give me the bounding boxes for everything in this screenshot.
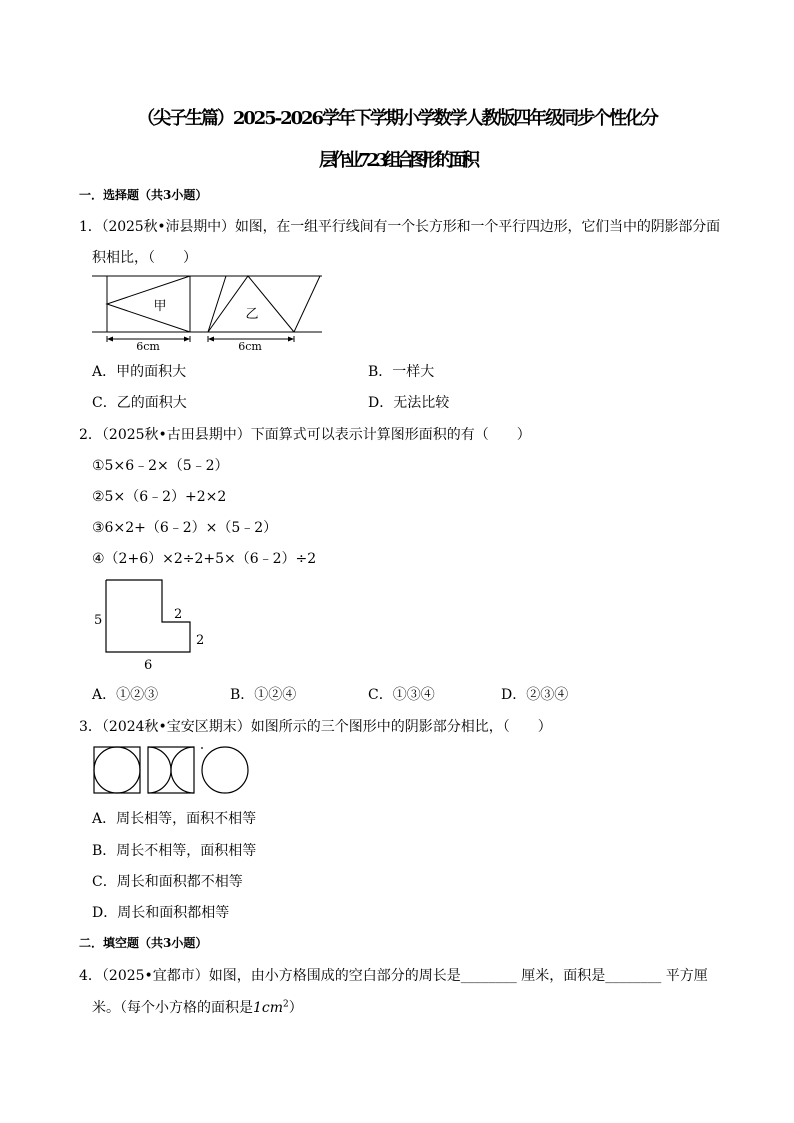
q3-option-a: A．周长相等，面积不相等 (92, 811, 257, 827)
label-jia: 甲 (153, 299, 167, 314)
quarter-circles-star (202, 747, 248, 793)
triangle-jia (107, 276, 190, 332)
q1-option-d: D．无法比较 (368, 395, 450, 411)
q4-unit: 1cm (253, 1000, 284, 1016)
q3-option-d: D．周长和面积都相等 (92, 905, 230, 921)
dim-5: 5 (94, 613, 103, 628)
question-4-stem-line2 (92, 997, 303, 1017)
section-heading-choice: 一．选择题（共3小题） (79, 188, 208, 202)
question-4-stem-line1: 4．（2025•宜都市）如图，由小方格围成的空白部分的周长是________ 厘米，面积是________ 平方厘 (79, 968, 708, 984)
half-circle-right (171, 747, 194, 793)
question-3-figure (92, 745, 252, 797)
dim-left: 6cm (136, 340, 160, 353)
q1-option-c: C．乙的面积大 (92, 395, 187, 411)
rectangle (107, 276, 190, 332)
question-2-figure (90, 576, 220, 674)
q2-formula-4: ④（2+6）×2÷2+5×（6﹣2）÷2 (92, 551, 317, 567)
dim-right: 6cm (238, 340, 262, 353)
q3-option-c: C．周长和面积都不相等 (92, 874, 243, 890)
q2-formula-3: ③6×2+（6﹣2）×（5﹣2） (92, 520, 278, 536)
dim-6: 6 (144, 658, 153, 673)
q4-line2-text: 米。（每个小方格的面积是 (92, 1000, 253, 1016)
q2-option-d: D．②③④ (501, 687, 569, 703)
q4-unit-sup: 2 (283, 999, 289, 1010)
question-3-stem: 3．（2024秋•宝安区期末）如图所示的三个图形中的阴影部分相比，（ ） (79, 719, 552, 735)
triangle-yi (208, 276, 294, 332)
question-1-stem-line2: 积相比，（ ） (92, 250, 197, 266)
dim-2-right: 2 (196, 633, 205, 648)
inscribed-circle (94, 747, 140, 793)
page-title-line1: （尖子生篇）2025-2026学年下学期小学数学人教版四年级同步个性化分 (137, 108, 657, 129)
q2-formula-2: ②5×（6﹣2）+2×2 (92, 489, 227, 505)
question-2-stem: 2．（2025秋•古田县期中）下面算式可以表示计算图形面积的有（ ） (79, 427, 531, 443)
q2-option-a: A．①②③ (92, 687, 159, 703)
label-yi: 乙 (245, 307, 259, 322)
dim-2-inner: 2 (174, 607, 183, 622)
q3-option-b: B．周长不相等，面积相等 (92, 843, 257, 859)
question-1-figure (90, 270, 330, 355)
q2-option-c: C．①③④ (368, 687, 435, 703)
q2-option-b: B．①②④ (230, 687, 297, 703)
q4-line2-end: ） (288, 1000, 303, 1016)
q1-option-a: A．甲的面积大 (92, 364, 187, 380)
q1-option-b: B．一样大 (368, 364, 435, 380)
half-circle-left (148, 747, 171, 793)
question-1-stem-line1: 1．（2025秋•沛县期中）如图，在一组平行线间有一个长方形和一个平行四边形，它们当中的阴影部分面 (79, 219, 720, 235)
page-title-line2: 层作业7.2.3组合图形的面积 (318, 150, 476, 171)
section-heading-fill: 二．填空题（共3小题） (79, 936, 208, 950)
q2-formula-1: ①5×6﹣2×（5﹣2） (92, 458, 229, 474)
parallelogram (208, 276, 320, 332)
